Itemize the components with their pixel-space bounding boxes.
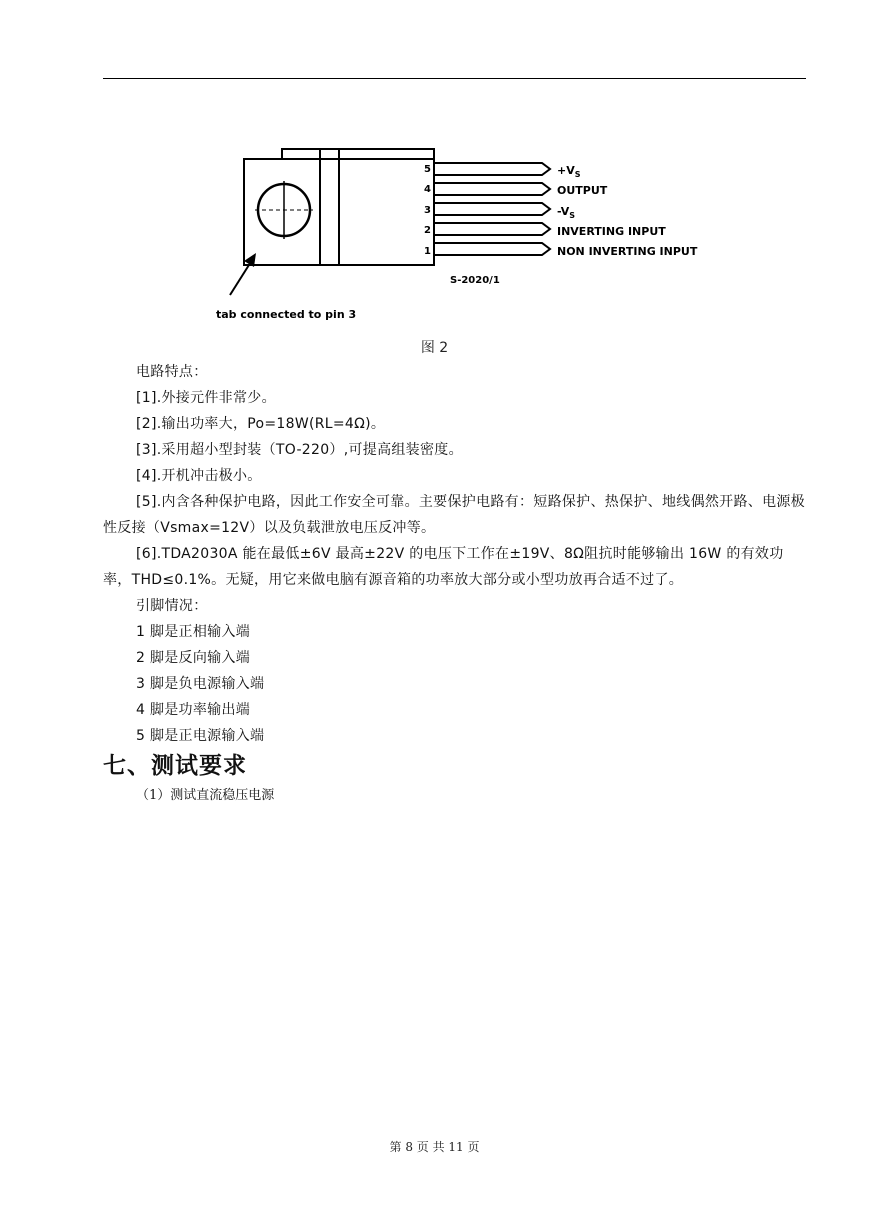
header-rule: [103, 78, 806, 79]
feature-2: [2].输出功率大，Po=18W(RL=4Ω)。: [136, 416, 386, 432]
pinout-pin-1: 1 脚是正相输入端: [136, 624, 251, 640]
tab-note: tab connected to pin 3: [216, 308, 357, 321]
feature-4: [4].开机冲击极小。: [136, 468, 262, 484]
pinout-pin-5: 5 脚是正电源输入端: [136, 728, 265, 744]
pin-3: [424, 203, 575, 220]
svg-text:3: 3: [424, 205, 431, 216]
svg-text:1: 1: [424, 246, 431, 257]
svg-text:INVERTING INPUT: INVERTING INPUT: [557, 225, 666, 238]
feature-6: [6].TDA2030A 能在最低±6V 最高±22V 的电压下工作在±19V、8Ω阻抗时能够输出 16W 的有效功率，THD≤0.1%。无疑，用它来做电脑有源音箱的功率放大部分或小型功放再合适不过了。: [103, 546, 784, 588]
svg-text:-VS: $-V_S$: [557, 205, 576, 220]
section-heading: 七、测试要求: [103, 753, 247, 779]
svg-text:OUTPUT: OUTPUT: [557, 184, 608, 197]
feature-5: [5].内含各种保护电路，因此工作安全可靠。主要保护电路有：短路保护、热保护、地线偶然开路、电源极性反接（Vsmax=12V）以及负载泄放电压反冲等。: [103, 494, 805, 536]
pinout-figure: [214, 143, 714, 328]
svg-text:2: 2: [424, 225, 431, 236]
features-title: 电路特点：: [136, 364, 208, 380]
feature-3: [3].采用超小型封装（TO-220）,可提高组装密度。: [136, 442, 463, 458]
pin-5: [424, 163, 581, 179]
pinout-pin-2: 2 脚是反向输入端: [136, 650, 251, 666]
pinout-title: 引脚情况：: [136, 598, 208, 614]
svg-text:+VS: $+V_S$: [557, 164, 581, 179]
section-subitem-1: （1）测试直流稳压电源: [136, 788, 275, 803]
figure-code: S-2020/1: [450, 275, 500, 286]
page-number: 第 8 页 共 11 页: [389, 1140, 480, 1154]
pinout-pin-4: 4 脚是功率输出端: [136, 702, 251, 718]
pinout-pin-3: 3 脚是负电源输入端: [136, 676, 265, 692]
pin-4: [424, 183, 608, 197]
feature-1: [1].外接元件非常少。: [136, 390, 276, 406]
to220-package-diagram: [214, 143, 714, 328]
svg-text:NON INVERTING INPUT: NON INVERTING INPUT: [557, 245, 698, 258]
package-top-ledge: [282, 149, 434, 159]
figure-caption: 图 2: [420, 340, 449, 356]
pin-1: [424, 243, 698, 258]
svg-text:4: 4: [424, 184, 431, 195]
pin-2: [424, 223, 666, 238]
document-body: [103, 359, 806, 809]
svg-text:5: 5: [424, 164, 431, 175]
